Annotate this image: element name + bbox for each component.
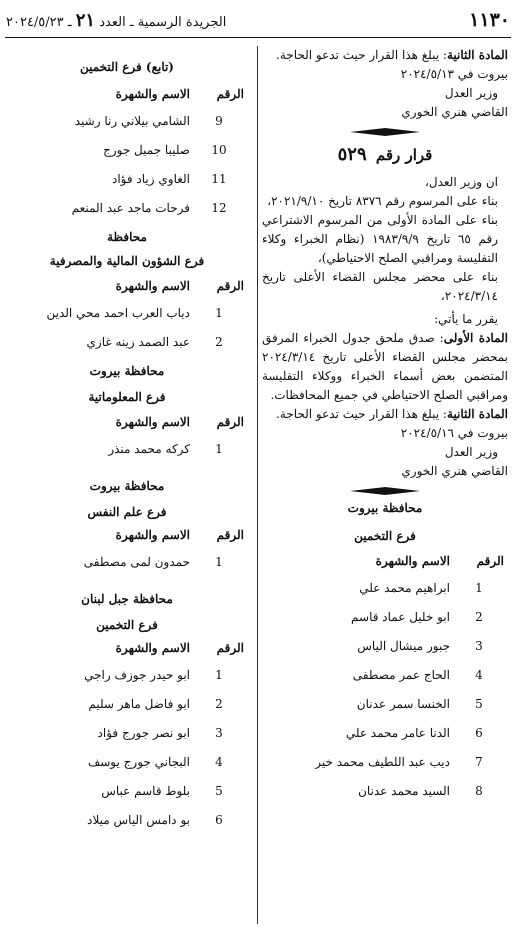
article-2-label: المادة الثانية [446,48,508,62]
expert-name: الشامي بيلاني رنا رشيد [74,113,190,128]
decision-number: ٥٢٩ [337,144,367,165]
experts-table [6,410,248,463]
row-number: 6 [215,812,223,827]
table-row [6,805,248,834]
decision-title [262,144,508,165]
minister-prev: وزير العدل [444,86,498,100]
row-number: 2 [475,609,483,624]
row-number: 11 [211,171,227,186]
col-number-header: الرقم [476,554,504,568]
expert-name: ديب عبد اللطيف محمد خير [315,754,450,769]
table-row [262,689,508,718]
gazette-title [6,10,226,31]
row-number: 5 [475,696,483,711]
article-2-prev [262,46,508,65]
table-header-row [262,549,508,573]
col-name-header: الاسم والشهرة [375,554,450,568]
col-name-header: الاسم والشهرة [115,641,190,655]
branch-heading: فرع التخمين [96,618,158,632]
row-number: 1 [475,580,483,595]
expert-name: السيد محمد عدنان [358,783,450,798]
table-header-row [6,636,248,660]
row-number: 3 [475,638,483,653]
expert-name: ابو خليل عماد قاسم [351,609,450,624]
article-2 [262,405,508,424]
expert-name: الدنا عامر محمد علي [345,725,450,740]
row-number: 3 [215,725,223,740]
expert-name: دياب العرب احمد محي الدين [46,305,190,320]
row-number: 1 [215,667,223,682]
experts-table [262,549,508,805]
row-number: 10 [211,142,227,157]
decision-intro: ان وزير العدل، [425,175,498,189]
table-row [6,298,248,327]
branch-heading: فرع الشؤون المالية والمصرفية [49,254,205,268]
table-row [262,660,508,689]
col-name-header: الاسم والشهرة [115,528,190,542]
table-row [6,747,248,776]
separator-mark [350,128,420,136]
col-name-header: الاسم والشهرة [115,415,190,429]
expert-name: ابو حيدر جوزف راجي [84,667,190,682]
row-number: 1 [215,441,223,456]
gazette-name: الجريدة الرسمية ـ العدد [99,14,227,30]
governorate-heading: محافظة [107,230,147,244]
decides-line: يقرر ما يأتي: [434,312,498,326]
expert-name: فرحات ماجد عبد المنعم [71,200,190,215]
expert-name: عبد الصمد زينه غازي [86,334,190,349]
table-row [6,327,248,356]
table-row [262,573,508,602]
expert-name: جبور ميشال الياس [357,638,450,653]
expert-name: ابو فاضل ماهر سليم [88,696,190,711]
col-number-header: الرقم [216,87,244,101]
place-date: بيروت في ٢٠٢٤/٥/١٦ [400,426,508,440]
row-number: 9 [215,113,223,128]
governorate-heading: محافظة بيروت [89,364,165,378]
issue-number: ٢١ [75,9,96,31]
experts-table [6,274,248,356]
table-row [6,660,248,689]
table-row [262,602,508,631]
article-1-label: المادة الأولى [443,331,508,345]
table-header-row [6,82,248,106]
table-row [6,193,248,222]
table-row [6,164,248,193]
col-number-header: الرقم [216,641,244,655]
governorate-heading: محافظة بيروت [347,501,423,515]
row-number: 2 [215,696,223,711]
col-name-header: الاسم والشهرة [115,87,190,101]
article-1-text: : صدق ملحق جدول الخبراء المرفق بمحضر مجلس القضاء الأعلى تاريخ ٢٠٢٤/٣/١٤ المتضمن بعض أسماء الخبراء ووكلاء التفليسة ومراقبي الصلح الاحتياطي في جميع المحافظات. [262,331,508,402]
expert-name: كركه محمد منذر [108,441,190,456]
table-header-row [6,410,248,434]
expert-name: الخنسا سمر عدنان [356,696,450,711]
signatory-prev: القاضي هنري الخوري [401,105,508,119]
place-date-prev: بيروت في ٢٠٢٤/٥/١٣ [400,67,508,81]
branch-heading: فرع علم النفس [87,505,167,519]
table-row [6,718,248,747]
expert-name: حمدون لمى مصطفى [83,554,190,569]
page-number: ١١٣٠ [469,9,510,31]
table-row [262,718,508,747]
page-header [6,6,510,34]
table-row [262,776,508,805]
basis-3: بناء على محضر مجلس القضاء الأعلى تاريخ ٢٠٢٤/٣/١٤، [262,270,498,303]
row-number: 5 [215,783,223,798]
basis-2: بناء على المادة الأولى من المرسوم الاشتراعي رقم ٦٥ تاريخ ١٩٨٣/٩/٩ (نظام الخبراء وكلاء التفليسة ومراقبي الصلح الاحتياطي)، [262,213,498,265]
row-number: 4 [215,754,223,769]
table-row [6,547,248,576]
continued-heading: (تابع) فرع التخمين [79,60,174,74]
governorate-heading: محافظة بيروت [89,479,165,493]
article-2-label: المادة الثانية [446,407,508,421]
expert-name: ابراهيم محمد علي [359,580,450,595]
column-divider [257,46,258,924]
table-row [6,434,248,463]
table-row [262,747,508,776]
governorate-heading: محافظة جبل لبنان [81,592,173,606]
row-number: 2 [215,334,223,349]
col-number-header: الرقم [216,528,244,542]
row-number: 6 [475,725,483,740]
row-number: 12 [211,200,227,215]
expert-name: صليبا جميل جورج [103,142,190,157]
row-number: 4 [475,667,483,682]
header-rule [5,37,511,38]
table-row [6,689,248,718]
branch-heading: فرع التخمين [354,529,416,543]
experts-table [6,523,248,576]
expert-name: الحاج عمر مصطفى [352,667,450,682]
expert-name: ابو نصر جورج فؤاد [97,725,190,740]
row-number: 8 [475,783,483,798]
expert-name: الغاوي زياد فؤاد [112,171,190,186]
minister: وزير العدل [444,445,498,459]
row-number: 1 [215,554,223,569]
article-2-text: : يبلغ هذا القرار حيث تدعو الحاجة. [276,48,447,62]
separator-mark [350,487,420,495]
col-name-header: الاسم والشهرة [115,279,190,293]
col-number-header: الرقم [216,415,244,429]
table-row [6,776,248,805]
experts-table [6,82,248,222]
article-2-text: : يبلغ هذا القرار حيث تدعو الحاجة. [276,407,447,421]
signatory: القاضي هنري الخوري [401,464,508,478]
table-header-row [6,523,248,547]
left-column [6,46,248,834]
article-1 [262,329,508,405]
branch-heading: فرع المعلوماتية [88,390,166,404]
col-number-header: الرقم [216,279,244,293]
row-number: 7 [475,754,483,769]
table-row [6,106,248,135]
expert-name: بلوط قاسم عباس [101,783,190,798]
basis-1: بناء على المرسوم رقم ٨٣٧٦ تاريخ ٢٠٢١/٩/١٠، [267,194,498,208]
issue-date: ـ ٢٠٢٤/٥/٢٣ [6,14,72,30]
expert-name: البجاني جورج يوسف [87,754,190,769]
decision-title-text: قرار رقم [375,146,433,164]
table-header-row [6,274,248,298]
experts-table [6,636,248,834]
expert-name: بو دامس الياس ميلاد [87,812,190,827]
row-number: 1 [215,305,223,320]
table-row [262,631,508,660]
right-column [262,46,508,805]
table-row [6,135,248,164]
